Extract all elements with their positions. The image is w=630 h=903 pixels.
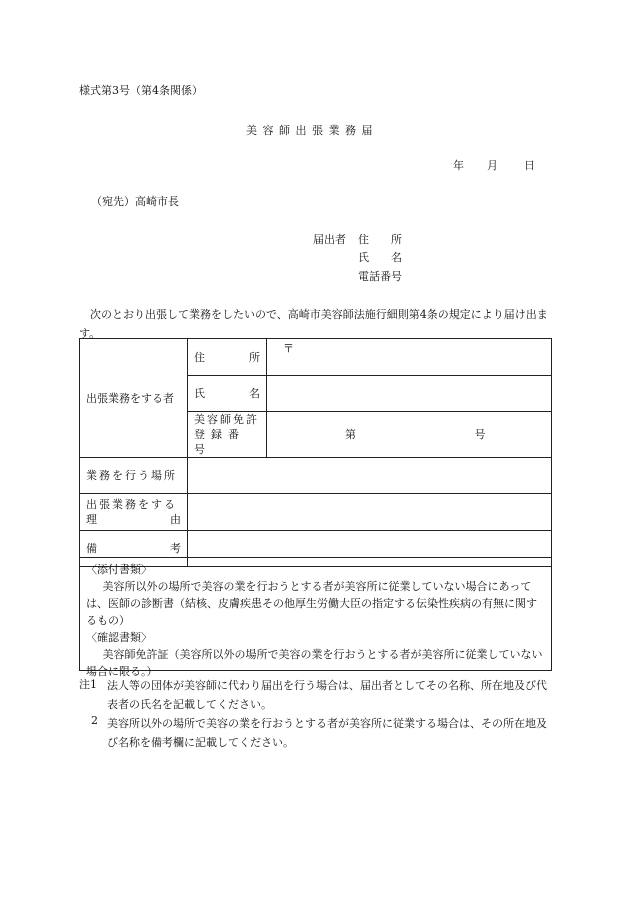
- note-1-text: 法人等の団体が美容師に代わり届出を行う場合は、届出者としてその名称、所在地及び代表者の氏名を記載してください。: [107, 679, 547, 711]
- remarks-label-1: 備: [86, 542, 97, 555]
- table-row-reason: [80, 494, 552, 531]
- remarks-label-2: 考: [170, 542, 181, 555]
- license-label-line1: 美容師免許: [194, 413, 259, 426]
- date-month: 月: [487, 159, 498, 172]
- confirmation-text: 美容師免許証（美容所以外の場所で美容の業を行おうとする者が美容所に従業していない場合に限る。）: [86, 648, 543, 678]
- note-2: [107, 714, 554, 752]
- intro-text: 次のとおり出張して業務をしたいので、高崎市美容師法施行細則第4条の規定により届け出ます。: [79, 308, 548, 340]
- applicant-name-label: 氏 名: [358, 251, 402, 264]
- note-2-number: 2: [91, 714, 98, 727]
- notes-label: 注1: [79, 678, 97, 691]
- reason-label-line2b: 由: [170, 513, 181, 526]
- date-year: 年: [453, 159, 464, 172]
- document-title: 美 容 師 出 張 業 務 届: [246, 124, 374, 137]
- place-label: 業務を行う場所: [86, 469, 177, 482]
- table-row-place: [80, 458, 552, 494]
- form-number: 様式第3号（第4条関係）: [79, 84, 203, 97]
- name-label-2: 名: [249, 387, 260, 400]
- place-label-cell: [80, 458, 188, 494]
- reason-label-line2a: 理: [86, 513, 97, 526]
- address-label-cell: [188, 339, 267, 376]
- address-field[interactable]: [267, 339, 552, 376]
- attachments-heading: 〈添付書類〉: [86, 563, 152, 576]
- applicant-label: 届出者: [313, 233, 346, 246]
- license-go: 号: [474, 428, 486, 441]
- reason-field[interactable]: [188, 494, 552, 531]
- license-field[interactable]: [267, 412, 552, 458]
- name-label-1: 氏: [194, 387, 205, 400]
- license-label-cell: [188, 412, 267, 458]
- attachments-box: [79, 557, 552, 678]
- license-dai: 第: [345, 428, 356, 441]
- attachments-text: 美容所以外の場所で美容の業を行おうとする者が美容所に従業していない場合にあっては、医師の診断書（結核、皮膚疾患その他厚生労働大臣の指定する伝染性疾病の有無に関するもの）: [86, 580, 537, 627]
- applicant-phone-label: 電話番号: [358, 270, 402, 283]
- confirmation-heading: 〈確認書類〉: [86, 631, 152, 644]
- note-2-text: 美容所以外の場所で美容の業を行おうとする者が美容所に従業する場合は、その所在地及び名称を備考欄に記載してください。: [107, 717, 547, 749]
- note-1: [107, 676, 554, 714]
- address-label-1: 住: [194, 350, 205, 364]
- table-row-address: [80, 339, 552, 376]
- applicant-address-label: 住 所: [358, 233, 402, 246]
- license-label-line2: 登録番号: [194, 428, 245, 456]
- addressee: （宛先）高崎市長: [91, 195, 179, 208]
- date-day: 日: [524, 159, 535, 172]
- reason-label-cell: [80, 494, 188, 531]
- address-label-2: 所: [249, 350, 260, 364]
- group-label-cell: [80, 339, 188, 458]
- place-field[interactable]: [188, 458, 552, 494]
- postal-mark: 〒: [283, 342, 294, 355]
- group-label: 出張業務をする者: [86, 391, 174, 405]
- name-label-cell: [188, 376, 267, 412]
- application-table: [79, 338, 552, 567]
- name-field[interactable]: [267, 376, 552, 412]
- reason-label-line1: 出張業務をする: [86, 498, 177, 511]
